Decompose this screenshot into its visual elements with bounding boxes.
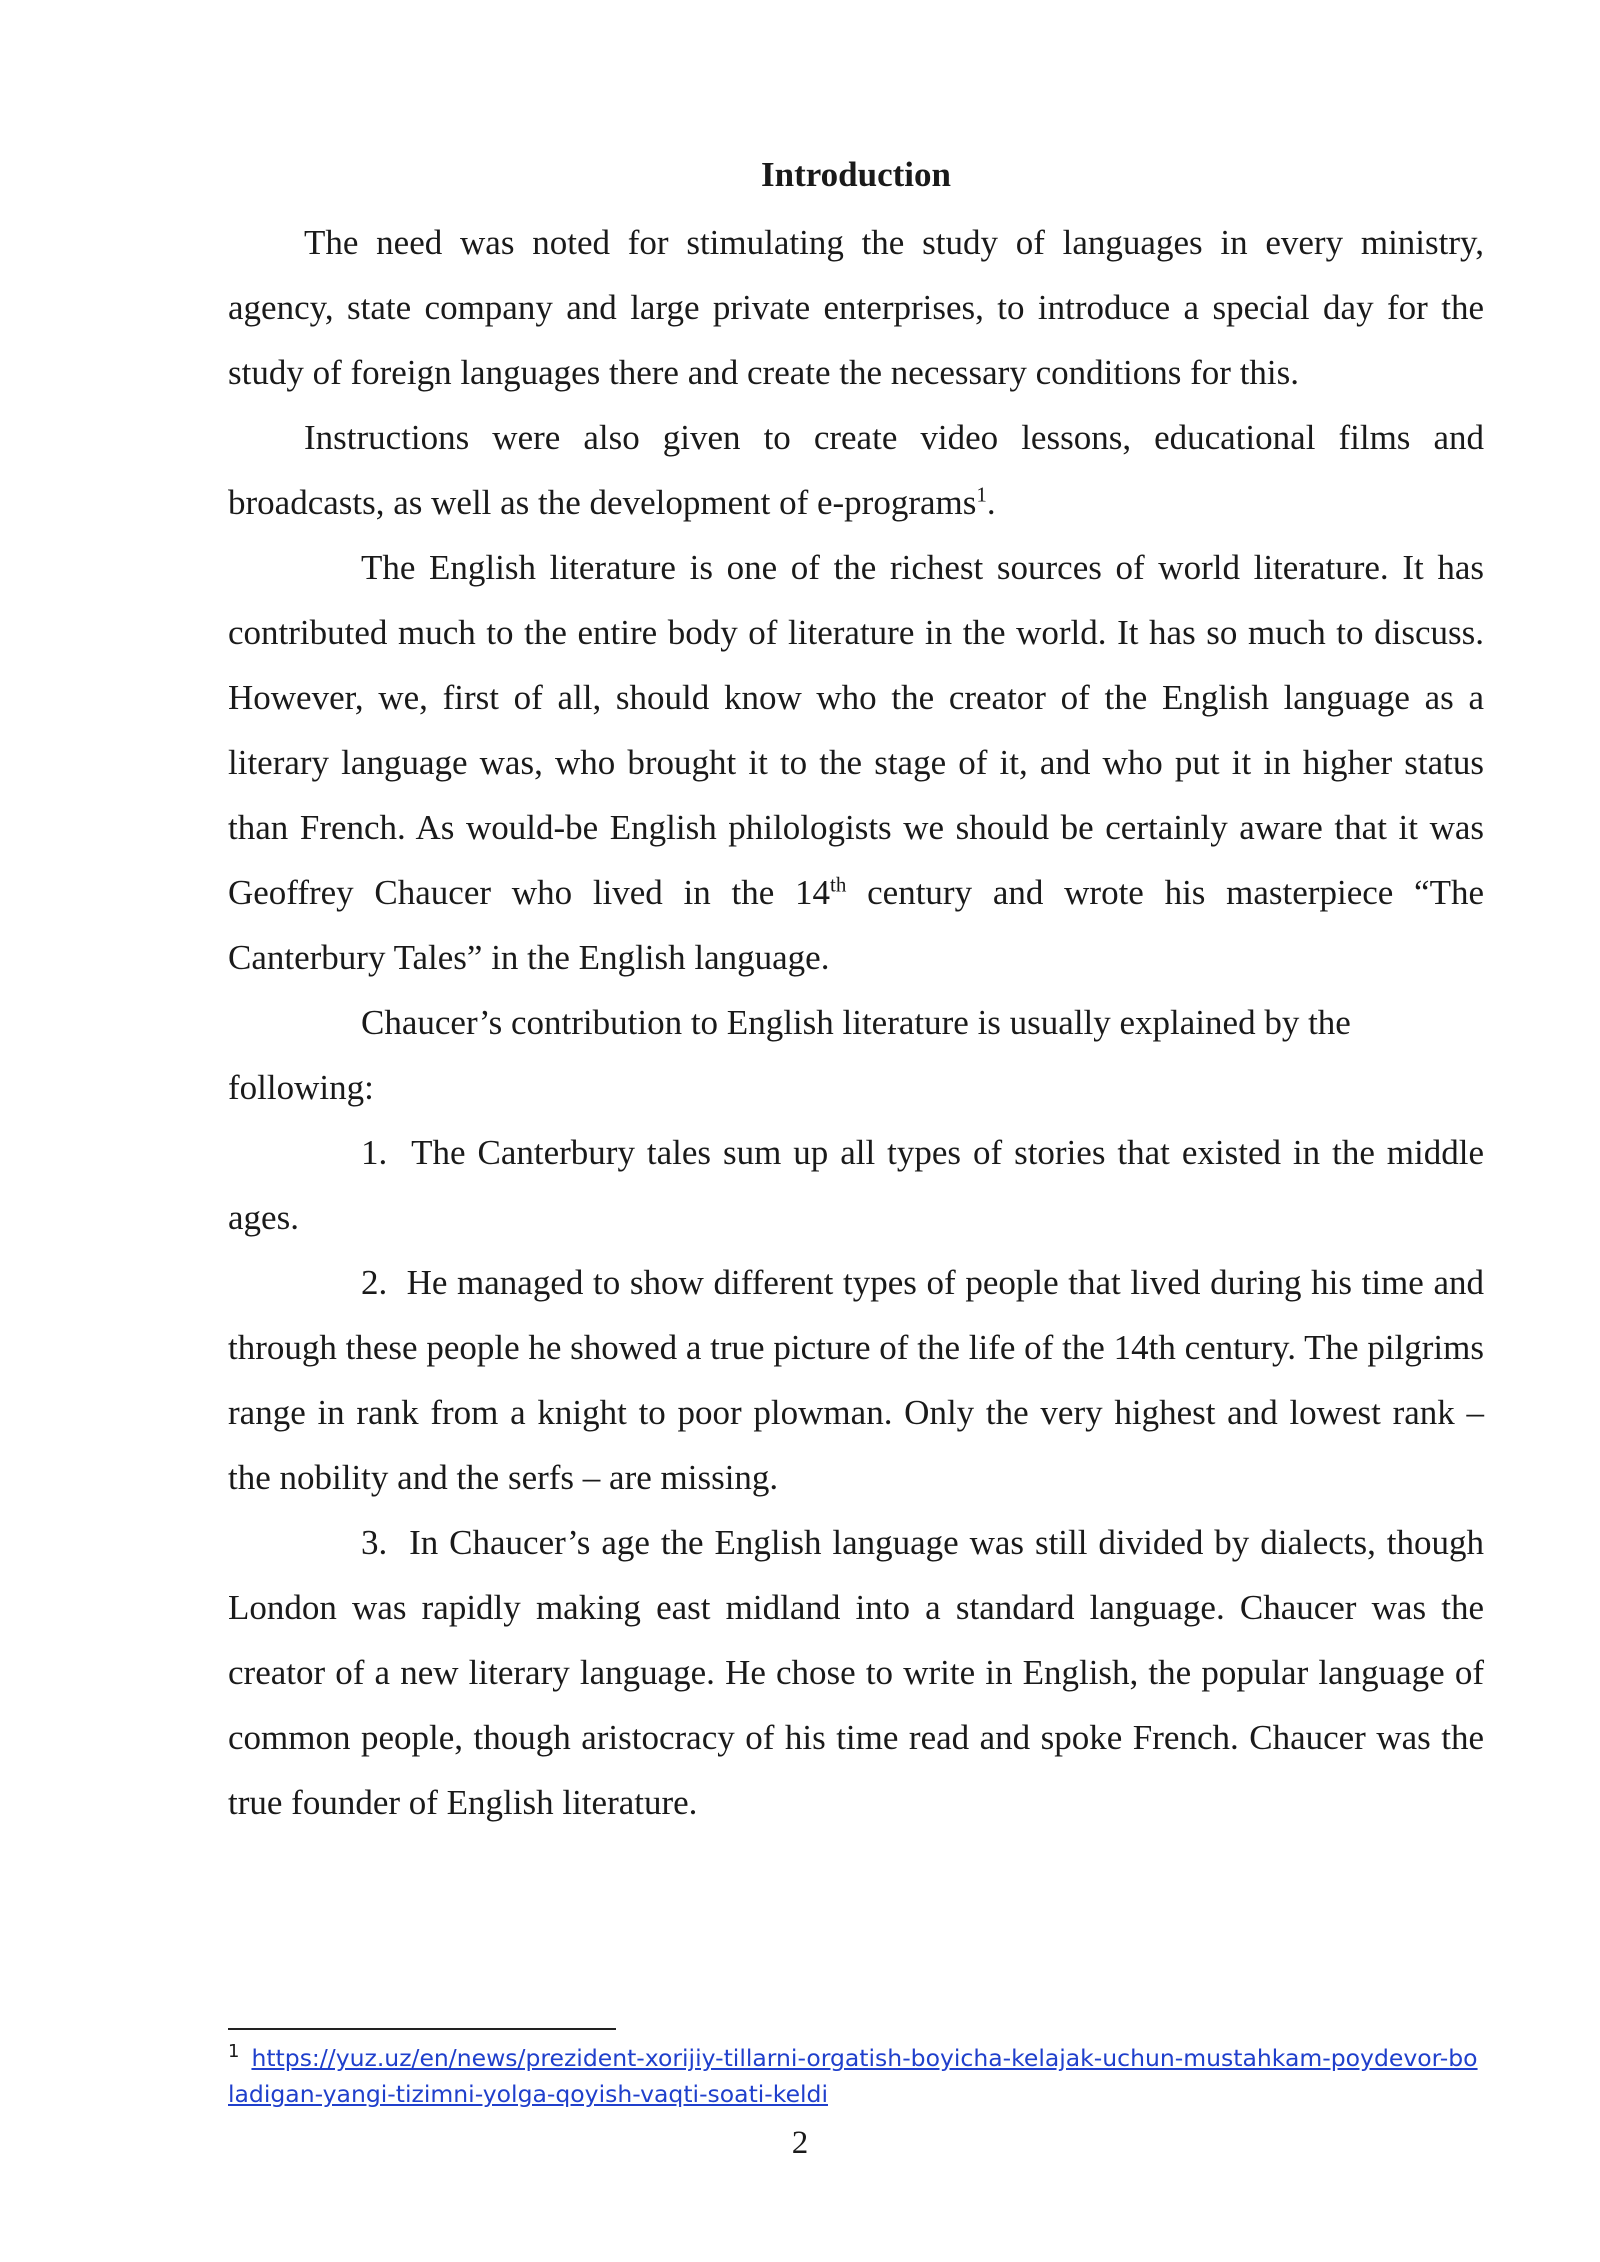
paragraph-2 [228,405,1484,535]
paragraph-4-text: Chaucer’s contribution to English literature is usually explained by the following: [228,1003,1351,1107]
list-item-number: 3. [361,1523,388,1562]
footnote-separator [228,2028,616,2030]
footnote-reference[interactable]: 1 [976,482,987,507]
footnote-number: 1 [228,2041,240,2063]
paragraph-2-text: Instructions were also given to create video lessons, educational films and broadcasts, as well as the development of e-programs [228,418,1484,522]
page-number: 2 [791,2125,809,2161]
paragraph-1-text: The need was noted for stimulating the study of languages in every ministry, agency, state company and large private enterprises, to introduce a special day for the study of foreign languages there and create the necessary conditions for this. [228,223,1484,392]
page-title: Introduction [761,155,951,194]
paragraph-1 [228,210,1484,405]
footnote [228,2040,1484,2112]
footnote-link[interactable]: https://yuz.uz/en/news/prezident-xorijiy-tillarni-orgatish-boyicha-kelajak-uchun-mustahkam-poydevor-boladigan-yangi-tizimni-yolga-qoyish-vaqti-soati-keldi [228,2044,1478,2108]
list-item-number: 1. [361,1133,388,1172]
paragraph-3 [228,535,1484,990]
list-item [228,1510,1484,1835]
list-item-text: The Canterbury tales sum up all types of stories that existed in the middle ages. [228,1133,1485,1237]
list-item [228,1250,1484,1510]
main-content [228,145,1484,1835]
paragraph-3-text-after: century and wrote his masterpiece “The Canterbury Tales” in the English language. [228,873,1484,977]
ordinal-superscript: th [830,872,847,897]
paragraph-3-text-before: The English literature is one of the richest sources of world literature. It has contributed much to the entire body of literature in the world. It has so much to discuss. However, we, first of all, should know who the creator of the English language as a literary language was, who brought it to the stage of it, and who put it in higher status than French. As would-be English philologists we should be certainly aware that it was Geoffrey Chaucer who lived in the 14 [228,548,1484,912]
list-item-text: In Chaucer’s age the English language was still divided by dialects, though London was rapidly making east midland into a standard language. Chaucer was the creator of a new literary language. He chose to write in English, the popular language of common people, though aristocracy of his time read and spoke French. Chaucer was the true founder of English literature. [228,1523,1485,1822]
list-item-text: He managed to show different types of people that lived during his time and through these people he showed a true picture of the life of the 14th century. The pilgrims range in rank from a knight to poor plowman. Only the very highest and lowest rank – the nobility and the serfs – are missing. [228,1263,1485,1497]
paragraph-2-tail: . [986,483,996,522]
list-item [228,1120,1484,1250]
list-item-number: 2. [361,1263,388,1302]
paragraph-4 [228,990,1484,1120]
